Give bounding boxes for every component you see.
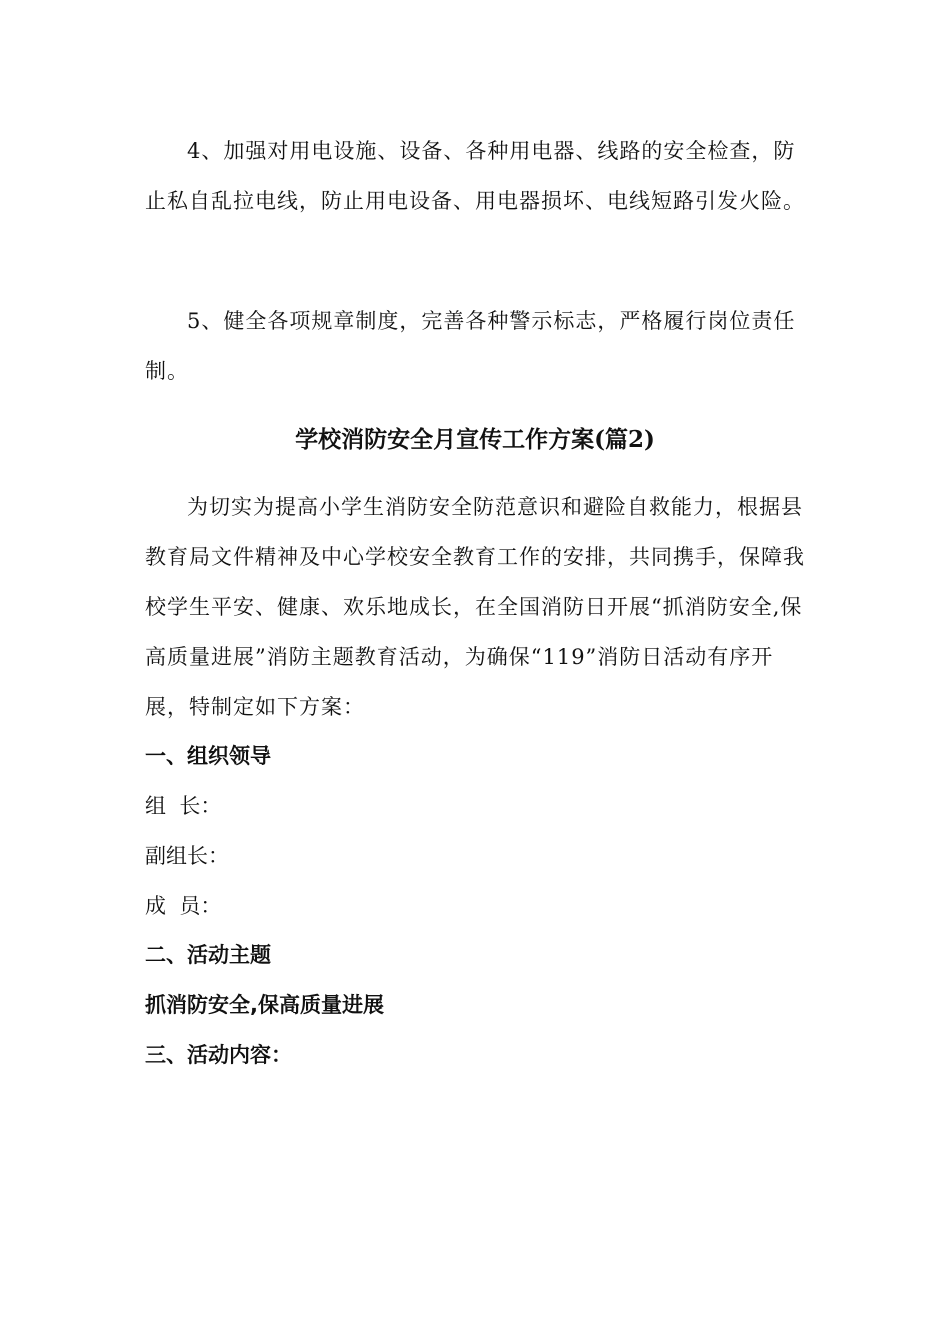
theme-heading: 二、活动主题 bbox=[145, 943, 271, 967]
members-line: 成 员： bbox=[145, 894, 222, 918]
org-heading: 一、组织领导 bbox=[145, 744, 271, 768]
section-title: 学校消防安全月宣传工作方案(篇2) bbox=[295, 426, 655, 453]
paragraph-item-5: 5、健全各项规章制度，完善各种警示标志，严格履行岗位责任制。 bbox=[145, 309, 796, 383]
leader-line: 组 长： bbox=[145, 794, 222, 818]
theme-text: 抓消防安全,保高质量进展 bbox=[145, 993, 384, 1017]
paragraph-item-4: 4、加强对用电设施、设备、各种用电器、线路的安全检查，防止私自乱拉电线，防止用电设备、用电器损坏、电线短路引发火险。 bbox=[145, 139, 805, 213]
intro-paragraph: 为切实为提高小学生消防安全防范意识和避险自救能力，根据县教育局文件精神及中心学校安全教育工作的安排，共同携手，保障我校学生平安、健康、欢乐地成长，在全国消防日开展“抓消防安全,保高质量进展”消防主题教育活动，为确保“119”消防日活动有序开展，特制定如下方案： bbox=[145, 495, 805, 719]
content-heading: 三、活动内容： bbox=[145, 1043, 292, 1067]
deputy-line: 副组长： bbox=[145, 844, 229, 868]
